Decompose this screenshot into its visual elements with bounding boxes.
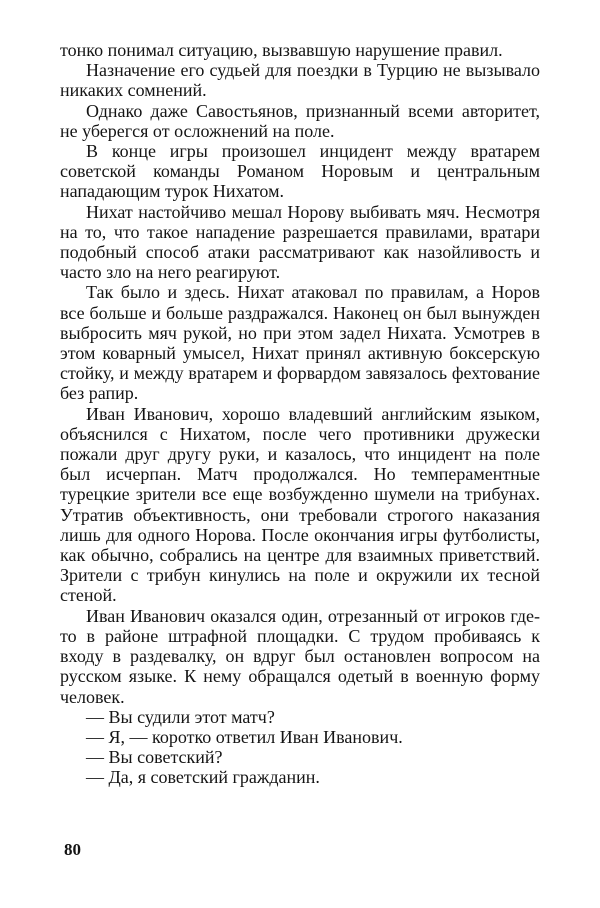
paragraph: В конце игры произошел инцидент между вратарем советской команды Романом Норовым и центральным нападающим турок Нихатом. (60, 141, 540, 202)
paragraph-continuation: тонко понимал ситуацию, вызвавшую нарушение правил. (60, 40, 503, 60)
paragraph: Иван Иванович, хорошо владевший английским языком, объяснился с Нихатом, после чего противники дружески пожали друг другу руки, и казалось, что инцидент на поле был исчерпан. Матч продолжался. Но темпераментные турецкие зрители все еще возбужденно шумели на трибунах. Утратив объективность, они требовали строгого наказания лишь для одного Норова. После окончания игры футболисты, как обычно, собрались на центре для взаимных приветствий. Зрители с трибун кинулись на поле и окружили их тесной стеной. (60, 403, 540, 606)
paragraph: Так было и здесь. Нихат атаковал по правилам, а Норов все больше и больше раздражался. Наконец он был вынужден выбросить мяч рукой, но при этом задел Нихата. Усмотрев в этом коварный умысел, Нихат принял активную боксерскую стойку, и между вратарем и форвардом завязалось фехтование без рапир. (60, 282, 540, 404)
dialogue-line: — Вы советский? (86, 747, 223, 768)
paragraph: Иван Иванович оказался один, отрезанный от игроков где-то в районе штрафной площадки. С трудом пробиваясь к входу в раздевалку, он вдруг был остановлен вопросом на русском языке. К нему обращался одетый в военную форму человек. (60, 605, 540, 707)
paragraph: Нихат настойчиво мешал Норову выбивать мяч. Несмотря на то, что такое нападение разрешается правилами, вратари подобный способ атаки рассматривают как назойливость и часто зло на него реагируют. (60, 201, 540, 283)
page-body (60, 40, 540, 788)
dialogue-line: — Вы судили этот матч? (86, 706, 275, 727)
page-number: 80 (64, 840, 81, 859)
paragraph: Назначение его судьей для поездки в Турцию не вызывало никаких сомнений. (60, 60, 540, 101)
dialogue-line: — Да, я советский гражданин. (86, 767, 320, 788)
dialogue-line: — Я, — коротко ответил Иван Иванович. (86, 726, 403, 747)
paragraph: Однако даже Савостьянов, признанный всеми авторитет, не уберегся от осложнений на поле. (60, 100, 540, 141)
